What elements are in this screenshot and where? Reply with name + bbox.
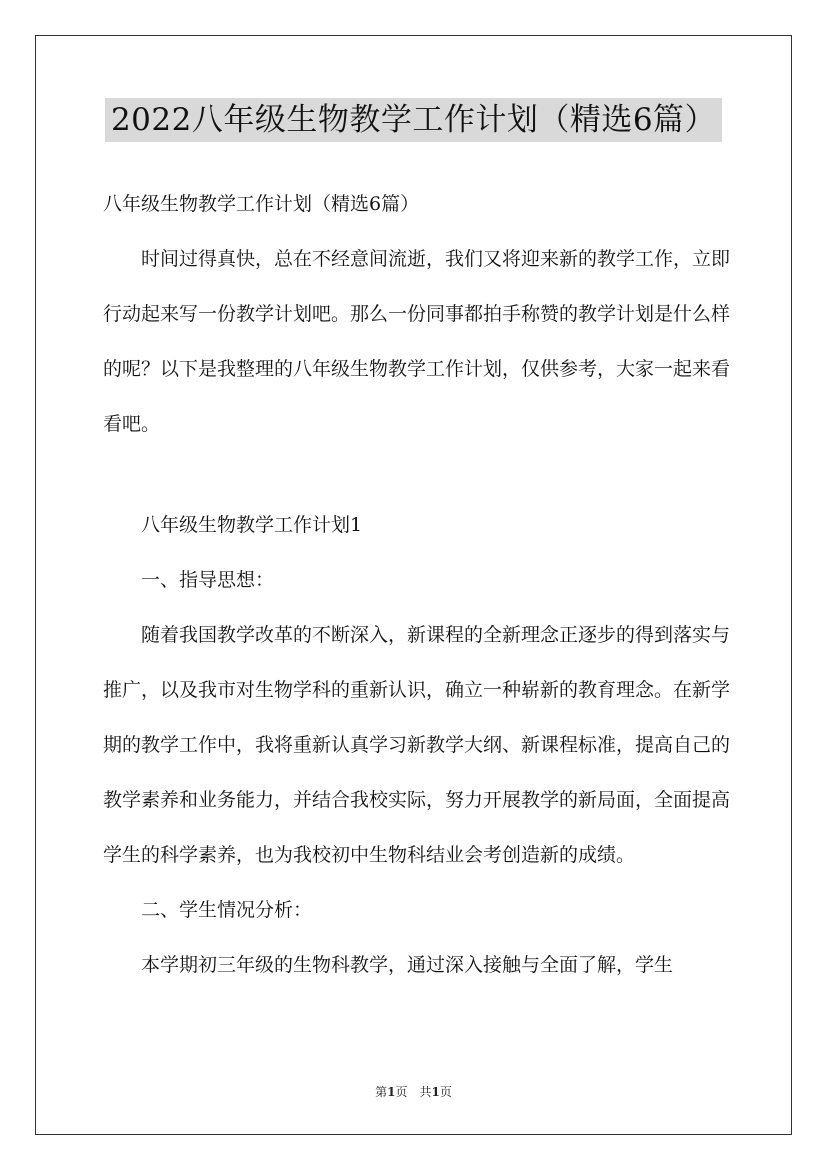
subtitle: 八年级生物教学工作计划（精选6篇）: [103, 193, 420, 215]
footer-middle: 页 共: [395, 1085, 432, 1099]
page-footer: [0, 1083, 827, 1100]
footer-page-total: 1: [431, 1085, 440, 1099]
part1-heading: 一、指导思想：: [141, 569, 275, 591]
section-heading: 八年级生物教学工作计划1: [141, 514, 363, 536]
spacer: [103, 452, 743, 498]
part2-heading: 二、学生情况分析：: [141, 899, 313, 921]
footer-prefix: 第: [375, 1085, 388, 1099]
title-block: [0, 98, 827, 142]
footer-suffix: 页: [439, 1085, 452, 1099]
part1-paragraph: 随着我国教学改革的不断深入，新课程的全新理念正逐步的得到落实与推广，以及我市对生物学科的重新认识，确立一种崭新的教育理念。在新学期的教学工作中，我将重新认真学习新教学大纲、新课程标准，提高自己的教学素养和业务能力，并结合我校实际，努力开展教学的新局面，全面提高学生的科学素养，也为我校初中生物科结业会考创造新的成绩。: [103, 624, 731, 866]
part2-paragraph: 本学期初三年级的生物科教学，通过深入接触与全面了解，学生: [141, 954, 674, 976]
footer-page-number: 1: [387, 1085, 396, 1099]
document-body: [103, 177, 743, 993]
intro-paragraph: 时间过得真快，总在不经意间流逝，我们又将迎来新的教学工作，立即行动起来写一份教学计划吧。那么一份同事都拍手称赞的教学计划是什么样的呢？以下是我整理的八年级生物教学工作计划，仅供参考，大家一起来看看吧。: [103, 248, 731, 435]
document-title: 2022八年级生物教学工作计划（精选6篇）: [105, 98, 722, 142]
